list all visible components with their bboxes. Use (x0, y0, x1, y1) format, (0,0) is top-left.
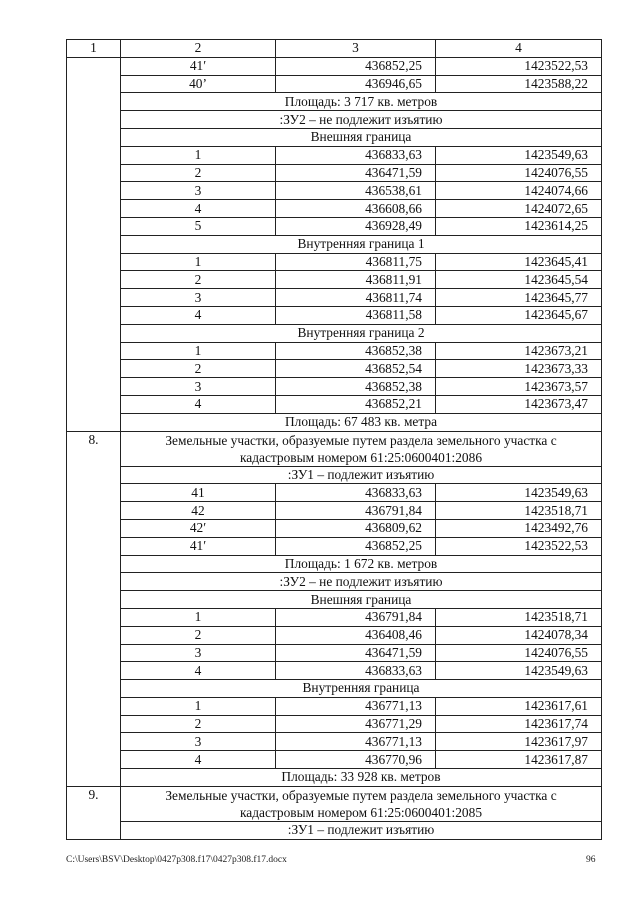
point-number-cell: 3 (121, 378, 276, 396)
subheading-cell: :ЗУ1 – подлежит изъятию (121, 821, 602, 839)
coordinate-row (67, 395, 602, 413)
x-coordinate-cell: 436852,54 (276, 360, 436, 378)
point-number-cell: 4 (121, 200, 276, 218)
section-index-cell: 8. (67, 431, 121, 786)
subheading-cell: Площадь: 1 672 кв. метров (121, 555, 602, 573)
y-coordinate-cell: 1423673,47 (436, 395, 602, 413)
y-coordinate-cell: 1423617,74 (436, 715, 602, 733)
column-number-header: 2 (121, 40, 276, 58)
coordinate-row (67, 271, 602, 289)
subheading-cell: :ЗУ2 – не подлежит изъятию (121, 111, 602, 129)
coordinates-table (66, 39, 602, 840)
y-coordinate-cell: 1423492,76 (436, 519, 602, 537)
point-number-cell: 3 (121, 644, 276, 662)
coordinate-row (67, 378, 602, 396)
x-coordinate-cell: 436852,38 (276, 342, 436, 360)
point-number-cell: 3 (121, 182, 276, 200)
point-number-cell: 42 (121, 502, 276, 520)
x-coordinate-cell: 436811,91 (276, 271, 436, 289)
x-coordinate-cell: 436471,59 (276, 644, 436, 662)
y-coordinate-cell: 1423617,61 (436, 697, 602, 715)
coordinate-row (67, 217, 602, 235)
y-coordinate-cell: 1423617,87 (436, 751, 602, 769)
coordinate-row (67, 200, 602, 218)
point-number-cell: 4 (121, 395, 276, 413)
point-number-cell: 2 (121, 164, 276, 182)
y-coordinate-cell: 1423645,67 (436, 306, 602, 324)
section-index-cell (67, 57, 121, 431)
coordinate-row (67, 360, 602, 378)
y-coordinate-cell: 1423549,63 (436, 662, 602, 680)
subheading-row (67, 93, 602, 111)
coordinate-row (67, 715, 602, 733)
coordinate-row (67, 342, 602, 360)
y-coordinate-cell: 1423518,71 (436, 608, 602, 626)
subheading-cell: Площадь: 3 717 кв. метров (121, 93, 602, 111)
coordinates-table-body (67, 40, 602, 840)
x-coordinate-cell: 436809,62 (276, 519, 436, 537)
coordinate-row (67, 697, 602, 715)
subheading-cell: Внутренняя граница 1 (121, 235, 602, 253)
point-number-cell: 2 (121, 715, 276, 733)
y-coordinate-cell: 1424076,55 (436, 644, 602, 662)
coordinate-row (67, 519, 602, 537)
subheading-row (67, 413, 602, 431)
point-number-cell: 1 (121, 146, 276, 164)
header-row (67, 40, 602, 58)
x-coordinate-cell: 436771,13 (276, 697, 436, 715)
x-coordinate-cell: 436771,29 (276, 715, 436, 733)
subheading-cell: Внешняя граница (121, 591, 602, 609)
coordinate-row (67, 289, 602, 307)
point-number-cell: 2 (121, 360, 276, 378)
y-coordinate-cell: 1423522,53 (436, 537, 602, 555)
coordinate-row (67, 626, 602, 644)
coordinate-row (67, 733, 602, 751)
x-coordinate-cell: 436791,84 (276, 502, 436, 520)
subheading-cell: Внешняя граница (121, 128, 602, 146)
x-coordinate-cell: 436811,75 (276, 253, 436, 271)
point-number-cell: 3 (121, 733, 276, 751)
point-number-cell: 41′ (121, 537, 276, 555)
coordinate-row (67, 182, 602, 200)
subheading-cell: Площадь: 33 928 кв. метров (121, 769, 602, 787)
subheading-row (67, 235, 602, 253)
y-coordinate-cell: 1423614,25 (436, 217, 602, 235)
coordinate-row (67, 751, 602, 769)
y-coordinate-cell: 1423645,41 (436, 253, 602, 271)
section-index-cell: 9. (67, 786, 121, 839)
x-coordinate-cell: 436771,13 (276, 733, 436, 751)
x-coordinate-cell: 436928,49 (276, 217, 436, 235)
y-coordinate-cell: 1423673,57 (436, 378, 602, 396)
y-coordinate-cell: 1423673,21 (436, 342, 602, 360)
section-title-row (67, 786, 602, 821)
coordinate-row (67, 306, 602, 324)
x-coordinate-cell: 436811,58 (276, 306, 436, 324)
column-number-header: 1 (67, 40, 121, 58)
section-title-cell: Земельные участки, образуемые путем раздела земельного участка с кадастровым номером 61:25:0600401:2086 (121, 431, 602, 466)
point-number-cell: 1 (121, 608, 276, 626)
coordinate-row (67, 75, 602, 93)
subheading-row (67, 821, 602, 839)
point-number-cell: 1 (121, 342, 276, 360)
x-coordinate-cell: 436791,84 (276, 608, 436, 626)
footer-file-path: C:\Users\BSV\Desktop\0427p308.f17\0427p308.f17.docx (66, 855, 287, 865)
column-number-header: 4 (436, 40, 602, 58)
coordinate-row (67, 608, 602, 626)
subheading-row (67, 324, 602, 342)
x-coordinate-cell: 436833,63 (276, 146, 436, 164)
section-title-cell: Земельные участки, образуемые путем раздела земельного участка с кадастровым номером 61:25:0600401:2085 (121, 786, 602, 821)
coordinate-row (67, 164, 602, 182)
subheading-row (67, 466, 602, 484)
y-coordinate-cell: 1423518,71 (436, 502, 602, 520)
y-coordinate-cell: 1424076,55 (436, 164, 602, 182)
x-coordinate-cell: 436852,25 (276, 57, 436, 75)
x-coordinate-cell: 436538,61 (276, 182, 436, 200)
point-number-cell: 2 (121, 626, 276, 644)
point-number-cell: 2 (121, 271, 276, 289)
subheading-row (67, 591, 602, 609)
point-number-cell: 5 (121, 217, 276, 235)
y-coordinate-cell: 1423549,63 (436, 146, 602, 164)
y-coordinate-cell: 1424074,66 (436, 182, 602, 200)
y-coordinate-cell: 1423522,53 (436, 57, 602, 75)
point-number-cell: 1 (121, 253, 276, 271)
y-coordinate-cell: 1423617,97 (436, 733, 602, 751)
x-coordinate-cell: 436852,38 (276, 378, 436, 396)
y-coordinate-cell: 1424072,65 (436, 200, 602, 218)
subheading-row (67, 680, 602, 698)
subheading-row (67, 769, 602, 787)
section-title-row (67, 431, 602, 466)
x-coordinate-cell: 436811,74 (276, 289, 436, 307)
y-coordinate-cell: 1423645,54 (436, 271, 602, 289)
coordinate-row (67, 484, 602, 502)
point-number-cell: 40’ (121, 75, 276, 93)
subheading-row (67, 111, 602, 129)
point-number-cell: 4 (121, 662, 276, 680)
y-coordinate-cell: 1423673,33 (436, 360, 602, 378)
point-number-cell: 4 (121, 306, 276, 324)
point-number-cell: 42′ (121, 519, 276, 537)
point-number-cell: 1 (121, 697, 276, 715)
coordinate-row (67, 662, 602, 680)
x-coordinate-cell: 436852,25 (276, 537, 436, 555)
coordinate-row (67, 537, 602, 555)
subheading-cell: Внутренняя граница (121, 680, 602, 698)
subheading-cell: Внутренняя граница 2 (121, 324, 602, 342)
subheading-row (67, 573, 602, 591)
x-coordinate-cell: 436471,59 (276, 164, 436, 182)
footer-page-number: 96 (586, 855, 596, 865)
point-number-cell: 41′ (121, 57, 276, 75)
y-coordinate-cell: 1423645,77 (436, 289, 602, 307)
coordinate-row (67, 57, 602, 75)
point-number-cell: 41 (121, 484, 276, 502)
x-coordinate-cell: 436833,63 (276, 662, 436, 680)
coordinate-row (67, 502, 602, 520)
coordinate-row (67, 146, 602, 164)
coordinate-row (67, 644, 602, 662)
x-coordinate-cell: 436852,21 (276, 395, 436, 413)
y-coordinate-cell: 1423588,22 (436, 75, 602, 93)
column-number-header: 3 (276, 40, 436, 58)
x-coordinate-cell: 436408,46 (276, 626, 436, 644)
subheading-row (67, 128, 602, 146)
subheading-cell: :ЗУ2 – не подлежит изъятию (121, 573, 602, 591)
x-coordinate-cell: 436946,65 (276, 75, 436, 93)
point-number-cell: 3 (121, 289, 276, 307)
x-coordinate-cell: 436770,96 (276, 751, 436, 769)
subheading-cell: Площадь: 67 483 кв. метра (121, 413, 602, 431)
y-coordinate-cell: 1423549,63 (436, 484, 602, 502)
subheading-cell: :ЗУ1 – подлежит изъятию (121, 466, 602, 484)
coordinate-row (67, 253, 602, 271)
subheading-row (67, 555, 602, 573)
point-number-cell: 4 (121, 751, 276, 769)
x-coordinate-cell: 436608,66 (276, 200, 436, 218)
x-coordinate-cell: 436833,63 (276, 484, 436, 502)
y-coordinate-cell: 1424078,34 (436, 626, 602, 644)
